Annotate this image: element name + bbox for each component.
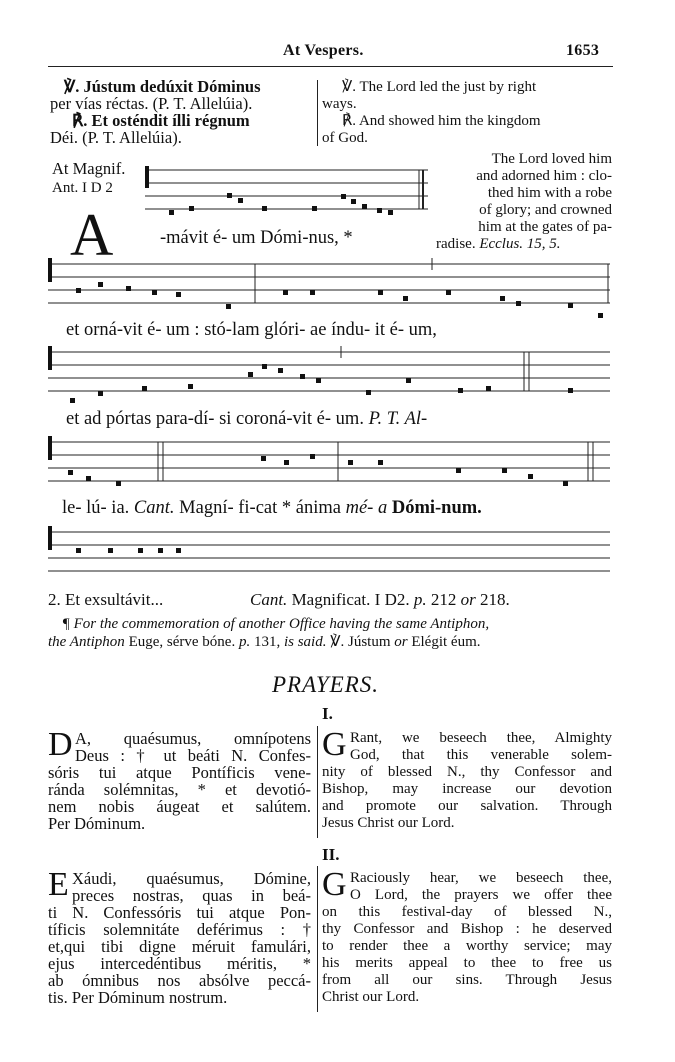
versicle-text: And showed him the kingdom [356, 113, 541, 129]
neume [310, 290, 315, 295]
versicle-latin-line [50, 129, 312, 146]
translation-line: thed him with a robe [487, 185, 612, 201]
translation-line: radise. Ecclus. 15, 5. [436, 236, 561, 252]
prayer-line: and promote our salvation. Through [322, 798, 612, 814]
neume [486, 386, 491, 391]
chant-staff-4 [48, 436, 614, 500]
neume [406, 378, 411, 383]
prayer-line: ránda solémnitas, * et devotió- [48, 780, 311, 799]
magnificat-reference [250, 590, 510, 610]
neume [283, 290, 288, 295]
neume [108, 548, 113, 553]
chant-lyrics-3 [66, 409, 427, 430]
versicle-text: of God. [322, 130, 368, 146]
ref-mode: I D2. [374, 590, 410, 609]
neume [366, 390, 371, 395]
neume [248, 372, 253, 377]
neume [262, 364, 267, 369]
section-numeral: II. [322, 845, 340, 864]
neume [458, 388, 463, 393]
prayer-english-2 [322, 866, 612, 1006]
neume [70, 398, 75, 403]
clef-mark [48, 526, 52, 550]
prayer-line: tis. Per Dóminum nostrum. [48, 988, 228, 1007]
rubric-line [48, 633, 614, 651]
clef-mark [48, 258, 52, 282]
neume [500, 296, 505, 301]
antiphon-mode: Ant. I D 2 [52, 180, 113, 196]
prayer-line: preces nostras, quas in beá- [72, 886, 311, 905]
response-symbol: ℟. [72, 111, 88, 130]
lyric-text: Magní- fi-cat * ánima [174, 498, 346, 518]
ref-italic: Cant. [250, 590, 288, 609]
antiphon-label: At Magnif. [52, 159, 126, 178]
prayer-line: Christ our Lord. [322, 989, 420, 1005]
rubric-italic: p. [238, 634, 251, 650]
drop-cap: D [48, 726, 73, 763]
chant-staff-2 [48, 258, 614, 322]
rubric-italic: the Antiphon [48, 634, 125, 650]
clef-mark [145, 166, 149, 188]
prayer-line: tíficis solemnitáte deférimus : † [48, 920, 311, 939]
antiphon-initial: A [70, 202, 114, 268]
versicle-english-line [322, 130, 612, 147]
translation-line: of glory; and crowned [479, 202, 612, 218]
neume [76, 548, 81, 553]
lyric-italic: Cant. [133, 498, 175, 518]
translation-line: him at the gates of pa- [478, 219, 612, 235]
neume [568, 388, 573, 393]
neume [348, 460, 353, 465]
neume [316, 378, 321, 383]
rubric [48, 615, 614, 651]
neume [86, 476, 91, 481]
prayer-line: ti N. Confessóris tui atque Pon- [48, 903, 311, 922]
versicle-english [322, 79, 612, 147]
rubric-text: 131, [250, 634, 284, 650]
neume [568, 303, 573, 308]
drop-cap: E [48, 866, 69, 903]
neume [278, 368, 283, 373]
column-divider [317, 726, 318, 838]
neume [403, 296, 408, 301]
neume [446, 290, 451, 295]
prayer-line: on this festival-day of blessed N., [322, 904, 612, 920]
neume [528, 474, 533, 479]
neume [563, 481, 568, 486]
chant-lyrics-2: et orná-vit é- um : stó-lam glóri- ae índu- it é- um, [66, 320, 437, 340]
prayer-line: to render thee a worthy service; may [322, 938, 612, 954]
translation-line: and adorned him : clo- [476, 168, 612, 184]
chant-staff-3 [48, 346, 614, 410]
neume [262, 206, 267, 211]
ref-page: 212 [430, 590, 457, 609]
neume [310, 454, 315, 459]
prayer-english-1 [322, 726, 612, 832]
scripture-reference: Ecclus. 15, 5. [479, 236, 561, 252]
rubric-text: Elégit éum. [407, 634, 481, 650]
neume [98, 282, 103, 287]
neume [261, 456, 266, 461]
neume [189, 206, 194, 211]
drop-cap: G [322, 866, 347, 903]
versicle-text: ways. [322, 96, 357, 112]
prayer-line: his merits appeal to thee to free us [322, 955, 612, 971]
magnificat-incipit: 2. Et exsultávit... [48, 590, 164, 609]
neume [456, 468, 461, 473]
prayer-line: O Lord, the prayers we offer thee [350, 887, 612, 903]
lyric-text: et ad pórtas para-dí- si coroná-vit é- um. [66, 409, 364, 429]
versicle-latin [50, 78, 312, 146]
column-divider [317, 866, 318, 1012]
neume [169, 210, 174, 215]
neume [98, 391, 103, 396]
ref-italic: or [456, 590, 480, 609]
chant-staff-1 [145, 166, 435, 226]
prayer-line: ejus intercedéntibus méritis, * [48, 954, 311, 973]
neume [188, 384, 193, 389]
rubric-italic: is said. [283, 634, 327, 650]
column-divider [317, 80, 318, 146]
antiphon-translation [436, 151, 612, 253]
clef-mark [48, 346, 52, 370]
chant-lyrics-1: -mávit é- um Dómi-nus, * [160, 228, 353, 248]
prayer-line: sóris tui atque Pontíficis vene- [48, 763, 311, 782]
rubric-text: ℣. Jústum [326, 634, 395, 650]
neume [142, 386, 147, 391]
neume [378, 460, 383, 465]
neume [76, 288, 81, 293]
neume [227, 193, 232, 198]
versicle-latin-line [50, 78, 312, 95]
neume [152, 290, 157, 295]
neume [362, 204, 367, 209]
versicle-latin-line [50, 112, 312, 129]
translation-line: The Lord loved him [491, 151, 612, 167]
response-symbol: ℟. [342, 113, 357, 129]
rubric-line: ¶ For the commemoration of another Office having the same Antiphon, [62, 616, 490, 632]
prayer-line: ab ómnibus nos absólve peccá- [48, 971, 311, 990]
prayer-line: Bishop, may increase our devotion [322, 781, 612, 797]
versicle-latin-line [50, 95, 312, 112]
neume [502, 468, 507, 473]
neume [158, 548, 163, 553]
header-rule [48, 66, 613, 67]
neume [284, 460, 289, 465]
chant-staff-5 [48, 526, 614, 582]
neume [378, 290, 383, 295]
ref-text: Magnificat. [287, 590, 375, 609]
lyric-italic: mé- a [345, 498, 388, 518]
prayer-text: Rant, we beseech thee, Almighty [350, 730, 612, 746]
prayer-text: Xáudi, quaésumus, Dómine, [72, 869, 311, 888]
lyric-text: le- lú- ia. [62, 498, 130, 518]
prayer-line: from all our sins. Through Jesus [322, 972, 612, 988]
lyric-bold: Dómi-num. [387, 498, 482, 518]
neume [341, 194, 346, 199]
neume [598, 313, 603, 318]
neume [126, 286, 131, 291]
versicle-symbol: ℣. [342, 79, 357, 95]
prayer-line: nem nobis áugeat et salútem. [48, 797, 311, 816]
neume [238, 198, 243, 203]
neume [176, 292, 181, 297]
prayer-line: nity of blessed N., thy Confessor and [322, 764, 612, 780]
versicle-text: Déi. (P. T. Allelúia). [50, 128, 182, 147]
neume [377, 208, 382, 213]
neume [176, 548, 181, 553]
versicle-text: Jústum dedúxit Dóminus [79, 77, 261, 96]
prayer-line: thy Confessor and Bishop : he deserved [322, 921, 612, 937]
neume [138, 548, 143, 553]
neume [226, 304, 231, 309]
ref-page: 218. [479, 590, 510, 609]
versicle-text: The Lord led the just by right [356, 79, 537, 95]
neume [116, 481, 121, 486]
chant-lyrics-4 [62, 498, 482, 519]
prayer-line: God, that this venerable solem- [350, 747, 612, 763]
prayer-latin-1 [48, 726, 311, 833]
running-header-title: At Vespers. [283, 42, 364, 59]
page-number: 1653 [566, 42, 600, 59]
drop-cap: G [322, 726, 347, 763]
versicle-symbol: ℣. [64, 77, 80, 96]
neume [351, 199, 356, 204]
neume [300, 374, 305, 379]
prayer-line: Deus : † ut beáti N. Confes- [75, 746, 311, 765]
clef-mark [48, 436, 52, 460]
rubric-text: Euge, sérve bóne. [124, 634, 239, 650]
versicle-text: Et osténdit ílli régnum [87, 111, 250, 130]
prayer-line: Jesus Christ our Lord. [322, 815, 455, 831]
ref-italic: p. [409, 590, 431, 609]
prayer-line: et,qui tibi digne méruit famulári, [48, 937, 311, 956]
rubric-italic: or [394, 634, 408, 650]
versicle-english-line [322, 113, 612, 130]
versicle-english-line [322, 96, 612, 113]
prayer-text: A, quaésumus, omnípotens [75, 729, 311, 748]
neume [68, 470, 73, 475]
prayer-text: Raciously hear, we beseech thee, [350, 870, 612, 886]
lyric-italic: P. T. Al- [368, 409, 428, 429]
prayer-latin-2 [48, 866, 311, 1007]
neume [516, 301, 521, 306]
neume [388, 210, 393, 215]
section-numeral: I. [322, 704, 333, 723]
neume [312, 206, 317, 211]
prayers-title: PRAYERS. [272, 672, 380, 697]
versicle-text: per vías réctas. (P. T. Allelúia). [50, 94, 253, 113]
versicle-english-line [322, 79, 612, 96]
magnificat-line [48, 590, 163, 610]
prayer-line: Per Dóminum. [48, 814, 146, 833]
